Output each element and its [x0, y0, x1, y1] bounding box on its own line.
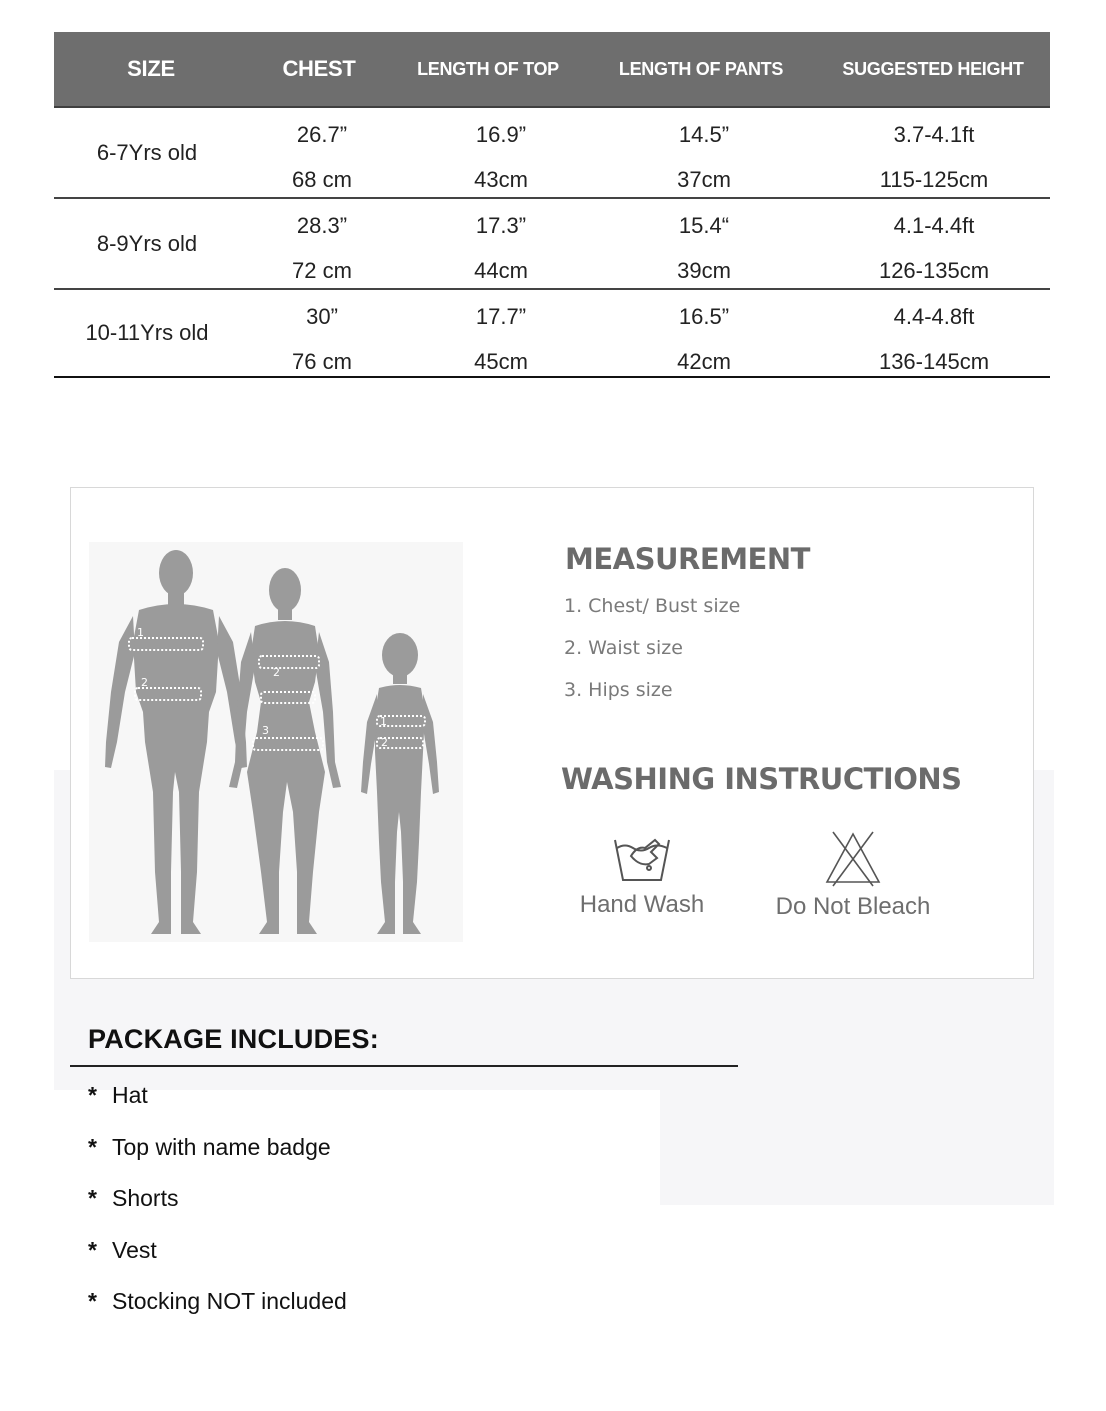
header-size: SIZE	[127, 56, 175, 81]
top-length-cm: 45cm	[474, 349, 528, 374]
height-cm: 115-125cm	[879, 167, 989, 192]
top-length-inch: 16.9”	[475, 122, 527, 147]
body-silhouettes-icon	[89, 542, 463, 942]
do-not-bleach-care	[763, 830, 943, 921]
pants-length-inch: 16.5”	[678, 304, 730, 329]
pants-length-cm: 39cm	[677, 258, 731, 283]
figure-marker: 2	[381, 736, 388, 749]
measurement-care-panel	[70, 487, 1034, 979]
chest-cm: 76 cm	[292, 349, 352, 374]
chest-cm: 68 cm	[292, 167, 352, 192]
height-ft: 3.7-4.1ft	[893, 122, 975, 147]
washing-heading: WASHING INSTRUCTIONS	[561, 762, 962, 796]
package-item-label: Vest	[112, 1237, 157, 1263]
height-ft: 4.4-4.8ft	[893, 304, 975, 329]
figure-marker: 2	[273, 666, 280, 679]
figure-marker: 2	[141, 676, 148, 689]
package-item	[88, 1185, 178, 1212]
size-label: 10-11Yrs old	[85, 320, 209, 345]
size-row	[54, 199, 1050, 290]
package-item-label: Shorts	[112, 1185, 179, 1211]
bullet-icon: *	[88, 1082, 97, 1108]
package-item-label: Stocking NOT included	[112, 1288, 347, 1314]
pants-length-inch: 14.5”	[678, 122, 730, 147]
figure-marker: 1	[380, 715, 387, 728]
header-chest: CHEST	[282, 56, 356, 81]
measurement-item: 2. Waist size	[564, 637, 683, 659]
figure-marker: 1	[137, 626, 144, 639]
package-item	[88, 1237, 157, 1264]
size-label: 6-7Yrs old	[96, 139, 198, 165]
package-item-label: Top with name badge	[112, 1134, 331, 1160]
package-item-label: Hat	[112, 1082, 148, 1108]
package-includes-heading: PACKAGE INCLUDES:	[88, 1024, 379, 1054]
height-cm: 126-135cm	[878, 258, 990, 283]
figure-marker: 3	[262, 724, 269, 737]
top-length-cm: 44cm	[474, 258, 528, 283]
do-not-bleach-icon	[823, 830, 883, 888]
do-not-bleach-label: Do Not Bleach	[775, 893, 931, 920]
height-cm: 136-145cm	[878, 349, 990, 374]
bullet-icon: *	[88, 1185, 97, 1211]
heading-divider	[70, 1065, 738, 1067]
package-item	[88, 1082, 148, 1109]
header-length-top: LENGTH OF TOP	[417, 58, 559, 79]
hand-wash-icon	[609, 830, 675, 886]
body-figures-illustration	[89, 542, 463, 942]
top-length-inch: 17.7”	[475, 304, 527, 329]
pants-length-inch: 15.4“	[678, 213, 730, 238]
size-chart-table	[54, 32, 1050, 378]
bullet-icon: *	[88, 1134, 97, 1160]
pants-length-cm: 42cm	[677, 349, 731, 374]
package-item	[88, 1288, 347, 1315]
measurement-item: 3. Hips size	[564, 679, 673, 701]
header-length-pants: LENGTH OF PANTS	[618, 58, 784, 79]
bullet-icon: *	[88, 1237, 97, 1263]
size-chart-header	[54, 32, 1050, 108]
height-ft: 4.1-4.4ft	[893, 213, 975, 238]
size-label: 8-9Yrs old	[96, 230, 198, 256]
measurement-item: 1. Chest/ Bust size	[564, 595, 741, 617]
background-band	[660, 1090, 1054, 1205]
top-length-cm: 43cm	[474, 167, 528, 192]
chest-inch: 30”	[306, 304, 338, 329]
hand-wash-label: Hand Wash	[579, 891, 705, 918]
package-item	[88, 1134, 331, 1161]
hand-wash-care	[571, 830, 713, 919]
bullet-icon: *	[88, 1288, 97, 1314]
measurement-heading: MEASUREMENT	[565, 542, 810, 576]
pants-length-cm: 37cm	[677, 167, 731, 192]
header-suggested-height: SUGGESTED HEIGHT	[842, 58, 1024, 79]
chest-inch: 26.7”	[296, 122, 348, 147]
size-row	[54, 108, 1050, 199]
chest-inch: 28.3”	[296, 213, 348, 238]
size-row	[54, 290, 1050, 378]
top-length-inch: 17.3”	[475, 213, 527, 238]
chest-cm: 72 cm	[292, 258, 352, 283]
